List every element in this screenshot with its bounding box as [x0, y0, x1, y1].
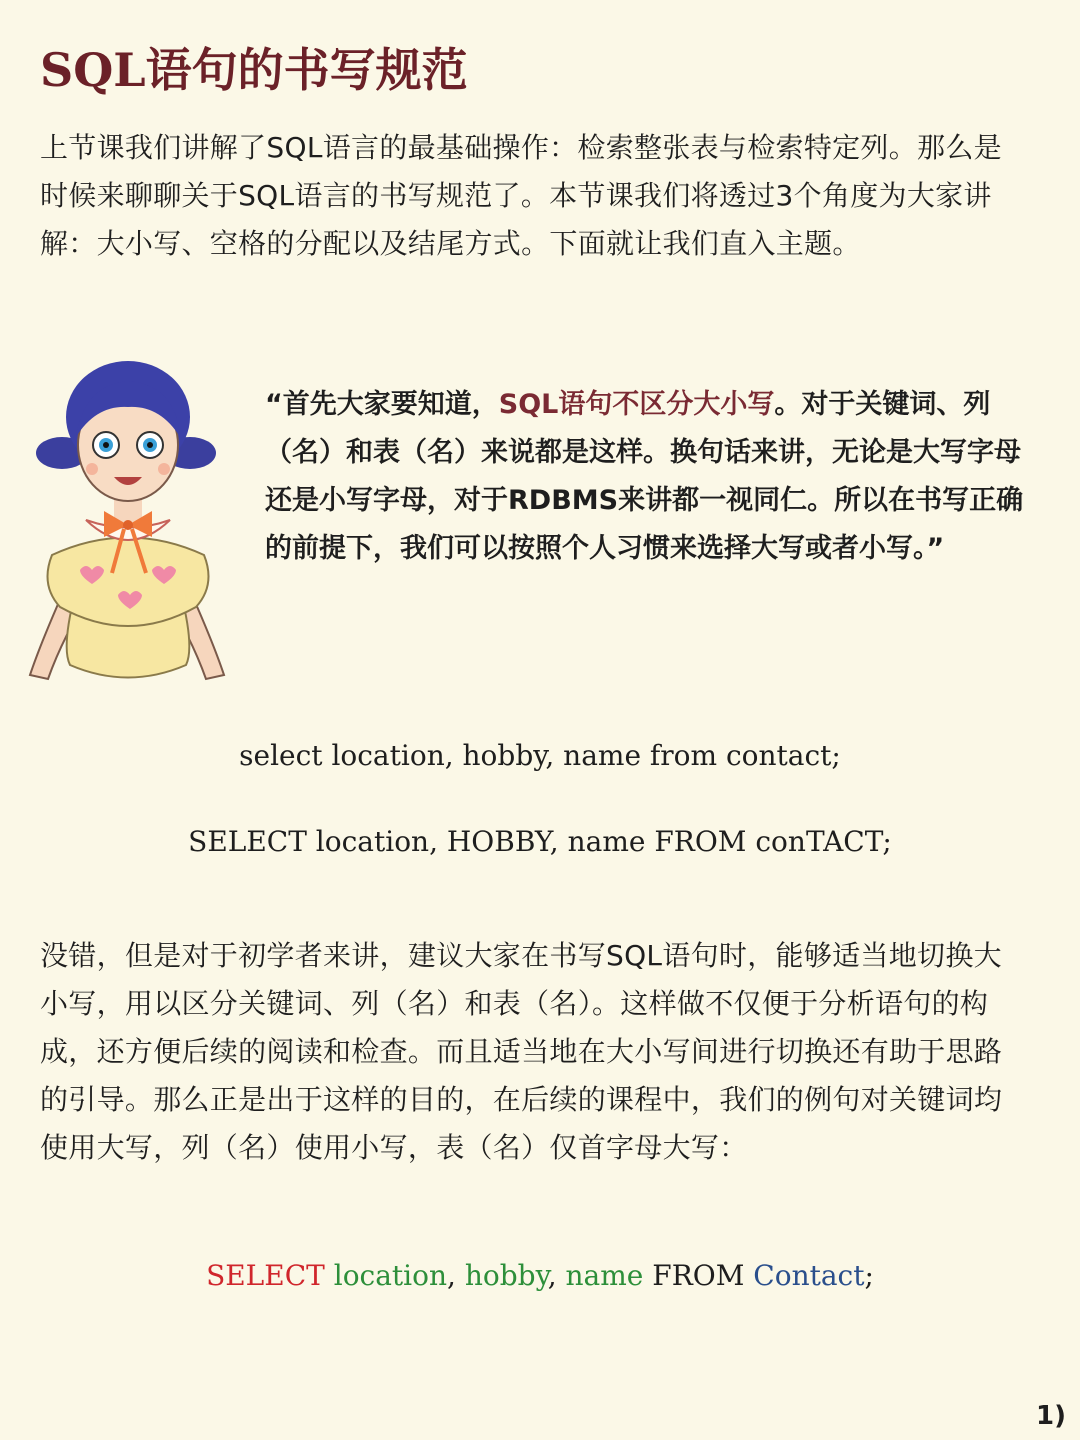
separator: ,: [447, 1259, 465, 1292]
intro-paragraph: 上节课我们讲解了SQL语言的最基础操作：检索整张表与检索特定列。那么是时候来聊聊关于SQL语言的书写规范了。本节课我们将透过3个角度为大家讲解：大小写、空格的分配以及结尾方式。下面就让我们直入主题。: [40, 131, 1002, 260]
page-title: SQL语句的书写规范: [40, 43, 468, 97]
column-location: location: [333, 1259, 448, 1292]
quote-highlight: SQL语句不区分大小写: [498, 389, 775, 420]
page-number: 1): [1036, 1401, 1066, 1431]
separator: ,: [547, 1259, 566, 1292]
column-hobby: hobby: [464, 1259, 548, 1292]
quote-callout: [265, 381, 1025, 573]
keyword-select: SELECT: [206, 1259, 325, 1292]
code-example-mixedcase: SELECT location, HOBBY, name FROM conTACT;: [188, 825, 892, 858]
advice-paragraph: 没错，但是对于初学者来讲，建议大家在书写SQL语句时，能够适当地切换大小写，用以区分关键词、列（名）和表（名）。这样做不仅便于分析语句的构成，还方便后续的阅读和检查。而且适当地在大小写间进行切换还有助于思路的引导。那么正是出于这样的目的，在后续的课程中，我们的例句对关键词均使用大写，列（名）使用小写，表（名）仅首字母大写：: [40, 939, 1003, 1164]
statement-terminator: ;: [864, 1259, 874, 1292]
table-contact: Contact: [753, 1259, 865, 1292]
girl-mascot-illustration: [0, 345, 255, 700]
quote-open: “首先大家要知道，: [265, 389, 499, 420]
code-example-recommended: [0, 1256, 1080, 1296]
column-name: name: [565, 1259, 644, 1292]
quote-rest: 。对于关键词、列（名）和表（名）来说都是这样。换句话来讲，无论是大写字母还是小写字母，对于RDBMS来讲都一视同仁。所以在书写正确的前提下，我们可以按照个人习惯来选择大写或者小写。”: [265, 389, 1024, 564]
code-example-lowercase: select location, hobby, name from contact;: [239, 739, 841, 772]
keyword-from: FROM: [643, 1259, 754, 1292]
